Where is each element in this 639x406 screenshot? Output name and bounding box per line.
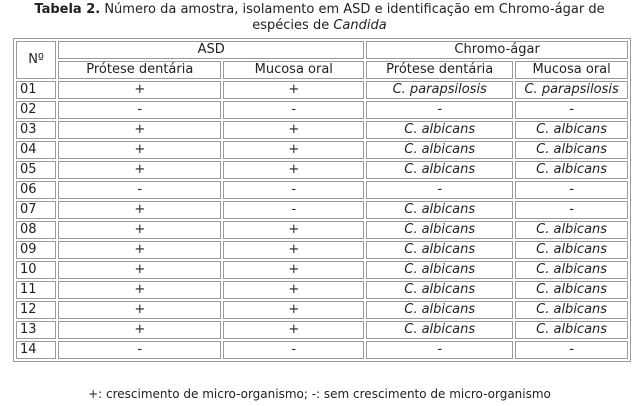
header-chromo-protese: Prótese dentária bbox=[366, 61, 513, 79]
table-row bbox=[16, 121, 628, 139]
cell-chromo-protese: C. albicans bbox=[366, 301, 513, 319]
header-group-asd: ASD bbox=[58, 41, 364, 59]
cell-chromo-mucosa: C. albicans bbox=[515, 141, 628, 159]
caption-italic-word: Candida bbox=[333, 18, 387, 33]
table-row bbox=[16, 181, 628, 199]
table-footnote: +: crescimento de micro-organismo; -: sem crescimento de micro-organismo bbox=[88, 387, 551, 401]
cell-asd-protese: - bbox=[58, 341, 221, 359]
cell-chromo-mucosa: - bbox=[515, 181, 628, 199]
cell-asd-mucosa: + bbox=[223, 161, 364, 179]
cell-chromo-mucosa: C. parapsilosis bbox=[515, 81, 628, 99]
table-row bbox=[16, 101, 628, 119]
cell-chromo-mucosa: C. albicans bbox=[515, 241, 628, 259]
cell-asd-protese: + bbox=[58, 281, 221, 299]
cell-chromo-mucosa: C. albicans bbox=[515, 281, 628, 299]
cell-sample-number: 02 bbox=[16, 101, 56, 119]
cell-asd-protese: + bbox=[58, 241, 221, 259]
cell-asd-protese: + bbox=[58, 201, 221, 219]
cell-sample-number: 11 bbox=[16, 281, 56, 299]
cell-sample-number: 09 bbox=[16, 241, 56, 259]
table-body bbox=[16, 81, 628, 359]
header-chromo-mucosa: Mucosa oral bbox=[515, 61, 628, 79]
caption-text: Número da amostra, isolamento em ASD e identificação em Chromo-ágar de bbox=[100, 2, 605, 17]
cell-chromo-protese: C. albicans bbox=[366, 241, 513, 259]
cell-chromo-protese: C. albicans bbox=[366, 141, 513, 159]
cell-asd-protese: - bbox=[58, 181, 221, 199]
cell-sample-number: 06 bbox=[16, 181, 56, 199]
cell-chromo-mucosa: - bbox=[515, 201, 628, 219]
cell-chromo-protese: - bbox=[366, 181, 513, 199]
cell-asd-mucosa: - bbox=[223, 201, 364, 219]
cell-chromo-protese: C. parapsilosis bbox=[366, 81, 513, 99]
cell-chromo-mucosa: C. albicans bbox=[515, 261, 628, 279]
cell-chromo-protese: - bbox=[366, 341, 513, 359]
table-row bbox=[16, 281, 628, 299]
cell-chromo-mucosa: C. albicans bbox=[515, 121, 628, 139]
cell-asd-protese: + bbox=[58, 321, 221, 339]
header-asd-protese: Prótese dentária bbox=[58, 61, 221, 79]
cell-sample-number: 12 bbox=[16, 301, 56, 319]
cell-chromo-protese: C. albicans bbox=[366, 321, 513, 339]
cell-sample-number: 13 bbox=[16, 321, 56, 339]
cell-chromo-mucosa: C. albicans bbox=[515, 301, 628, 319]
table-row bbox=[16, 261, 628, 279]
results-table bbox=[13, 38, 631, 362]
cell-chromo-protese: C. albicans bbox=[366, 281, 513, 299]
cell-sample-number: 01 bbox=[16, 81, 56, 99]
caption-text-line2: espécies de bbox=[252, 18, 334, 33]
cell-chromo-protese: C. albicans bbox=[366, 121, 513, 139]
table-row bbox=[16, 141, 628, 159]
table-row bbox=[16, 221, 628, 239]
table-row bbox=[16, 241, 628, 259]
cell-asd-mucosa: + bbox=[223, 261, 364, 279]
cell-asd-protese: - bbox=[58, 101, 221, 119]
cell-chromo-mucosa: C. albicans bbox=[515, 321, 628, 339]
cell-asd-mucosa: + bbox=[223, 81, 364, 99]
cell-chromo-mucosa: C. albicans bbox=[515, 221, 628, 239]
cell-chromo-protese: C. albicans bbox=[366, 221, 513, 239]
cell-chromo-protese: - bbox=[366, 101, 513, 119]
cell-asd-protese: + bbox=[58, 221, 221, 239]
cell-sample-number: 10 bbox=[16, 261, 56, 279]
table-row bbox=[16, 341, 628, 359]
cell-sample-number: 03 bbox=[16, 121, 56, 139]
cell-sample-number: 04 bbox=[16, 141, 56, 159]
cell-asd-mucosa: + bbox=[223, 281, 364, 299]
table-row bbox=[16, 321, 628, 339]
header-row-subgroups bbox=[16, 61, 628, 79]
cell-asd-mucosa: + bbox=[223, 301, 364, 319]
cell-sample-number: 07 bbox=[16, 201, 56, 219]
cell-asd-mucosa: - bbox=[223, 181, 364, 199]
cell-asd-protese: + bbox=[58, 161, 221, 179]
cell-asd-protese: + bbox=[58, 301, 221, 319]
header-group-chromo-agar: Chromo-ágar bbox=[366, 41, 628, 59]
cell-asd-protese: + bbox=[58, 261, 221, 279]
cell-asd-mucosa: + bbox=[223, 321, 364, 339]
cell-chromo-protese: C. albicans bbox=[366, 161, 513, 179]
caption-label: Tabela 2. bbox=[34, 2, 101, 17]
header-asd-mucosa: Mucosa oral bbox=[223, 61, 364, 79]
cell-asd-mucosa: - bbox=[223, 101, 364, 119]
table-row bbox=[16, 301, 628, 319]
cell-asd-mucosa: + bbox=[223, 221, 364, 239]
table-row bbox=[16, 81, 628, 99]
cell-chromo-mucosa: C. albicans bbox=[515, 161, 628, 179]
cell-asd-protese: + bbox=[58, 81, 221, 99]
cell-chromo-mucosa: - bbox=[515, 101, 628, 119]
cell-sample-number: 05 bbox=[16, 161, 56, 179]
cell-asd-mucosa: - bbox=[223, 341, 364, 359]
cell-sample-number: 08 bbox=[16, 221, 56, 239]
table-header bbox=[16, 41, 628, 79]
cell-asd-mucosa: + bbox=[223, 241, 364, 259]
cell-asd-protese: + bbox=[58, 121, 221, 139]
table-row bbox=[16, 161, 628, 179]
cell-sample-number: 14 bbox=[16, 341, 56, 359]
cell-asd-protese: + bbox=[58, 141, 221, 159]
cell-chromo-mucosa: - bbox=[515, 341, 628, 359]
cell-chromo-protese: C. albicans bbox=[366, 201, 513, 219]
table-caption bbox=[0, 2, 639, 34]
table-row bbox=[16, 201, 628, 219]
cell-asd-mucosa: + bbox=[223, 141, 364, 159]
cell-chromo-protese: C. albicans bbox=[366, 261, 513, 279]
header-row-groups bbox=[16, 41, 628, 59]
header-sample-number: Nº bbox=[16, 41, 56, 79]
cell-asd-mucosa: + bbox=[223, 121, 364, 139]
